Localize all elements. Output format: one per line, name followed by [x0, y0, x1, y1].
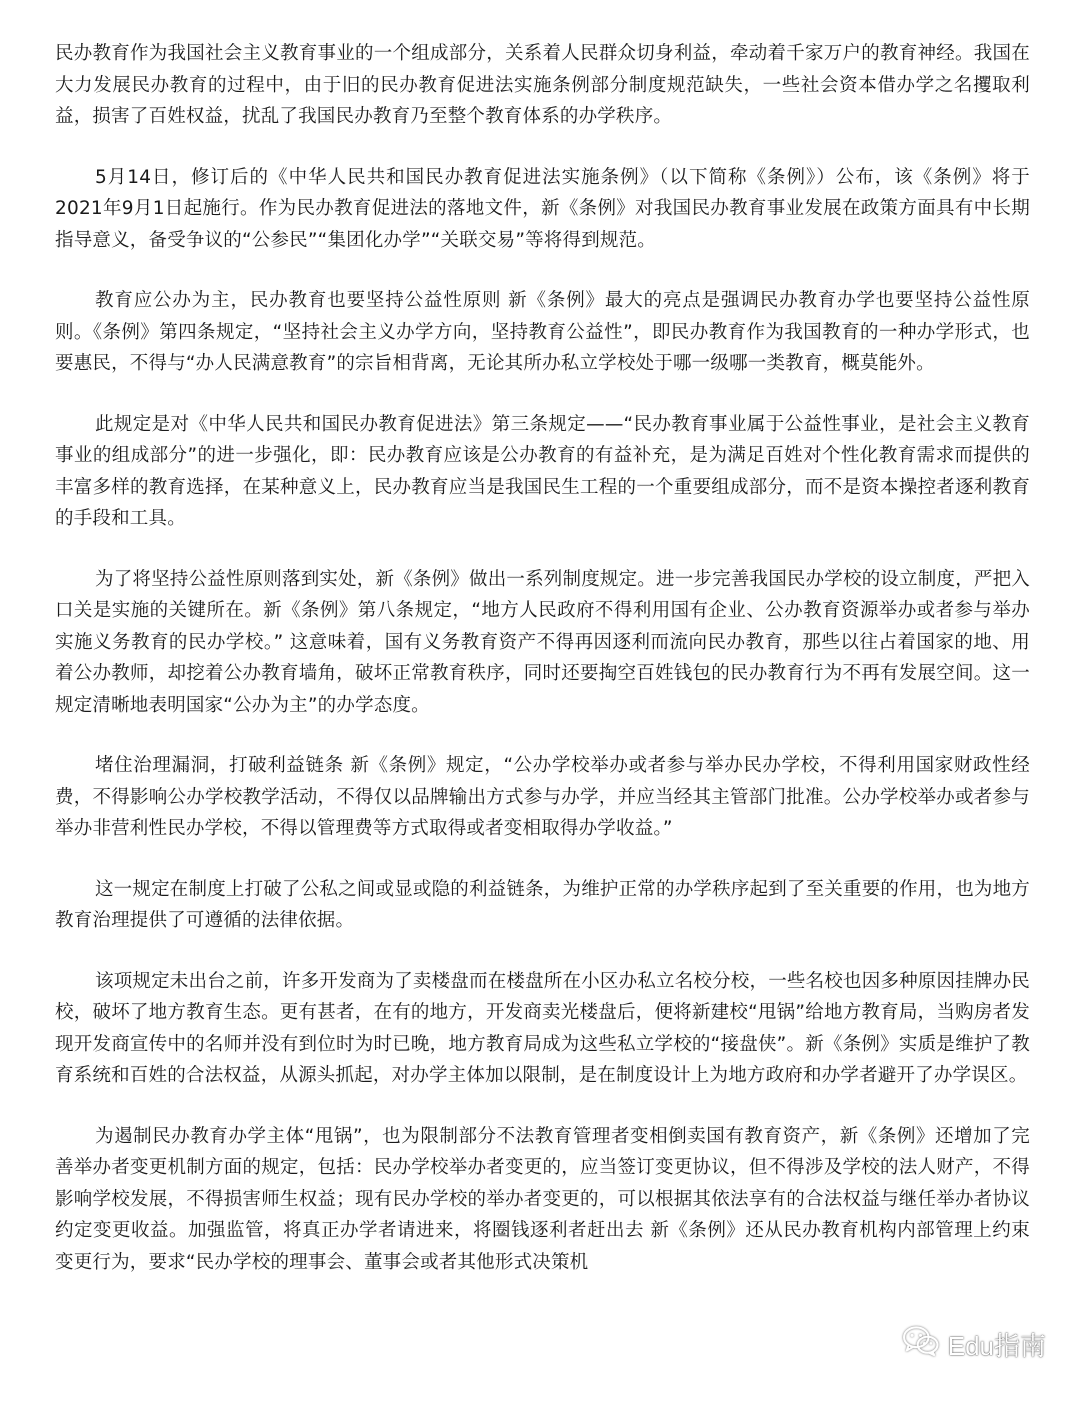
- paragraph-3: 教育应公办为主，民办教育也要坚持公益性原则 新《条例》最大的亮点是强调民办教育办学也要坚持公益性原则。《条例》第四条规定，“坚持社会主义办学方向，坚持教育公益性”，即民办教育作为我国教育的一种办学形式，也要惠民，不得与“办人民满意教育”的宗旨相背离，无论其所办私立学校处于哪一级哪一类教育，概莫能外。: [55, 290, 1030, 374]
- paragraph-1: 民办教育作为我国社会主义教育事业的一个组成部分，关系着人民群众切身利益，牵动着千家万户的教育神经。我国在大力发展民办教育的过程中，由于旧的民办教育促进法实施条例部分制度规范缺失，一些社会资本借办学之名攫取利益，损害了百姓权益，扰乱了我国民办教育乃至整个教育体系的办学秩序。: [55, 43, 1030, 127]
- paragraph-9: 为遏制民办教育办学主体“甩锅”，也为限制部分不法教育管理者变相倒卖国有教育资产，新《条例》还增加了完善举办者变更机制方面的规定，包括：民办学校举办者变更的，应当签订变更协议，但不得涉及学校的法人财产，不得影响学校发展，不得损害师生权益；现有民办学校的举办者变更的，可以根据其依法享有的合法权益与继任举办者协议约定变更收益。加强监管，将真正办学者请进来，将圈钱逐利者赶出去 新《条例》还从民办教育机构内部管理上约束变更行为，要求“民办学校的理事会、董事会或者其他形式决策机: [55, 1125, 1030, 1273]
- paragraph-7: 这一规定在制度上打破了公私之间或显或隐的利益链条，为维护正常的办学秩序起到了至关重要的作用，也为地方教育治理提供了可遵循的法律依据。: [55, 878, 1031, 931]
- paragraph-4: 此规定是对《中华人民共和国民办教育促进法》第三条规定——“民办教育事业属于公益性事业，是社会主义教育事业的组成部分”的进一步强化，即：民办教育应该是公办教育的有益补充，是为满足百姓对个性化教育需求而提供的丰富多样的教育选择，在某种意义上，民办教育应当是我国民生工程的一个重要组成部分，而不是资本操控者逐利教育的手段和工具。: [55, 413, 1030, 529]
- paragraph-6: 堵住治理漏洞，打破利益链条 新《条例》规定，“公办学校举办或者参与举办民办学校，不得利用国家财政性经费，不得影响公办学校教学活动，不得仅以品牌输出方式参与办学，并应当经其主管部门批准。公办学校举办或者参与举办非营利性民办学校，不得以管理费等方式取得或者变相取得办学收益。”: [55, 755, 1030, 839]
- watermark-text: Edu指南: [947, 1331, 1046, 1361]
- article-body: [55, 38, 1030, 1307]
- paragraph-2: 5月14日，修订后的《中华人民共和国民办教育促进法实施条例》（以下简称《条例》）公布，该《条例》将于2021年9月1日起施行。作为民办教育促进法的落地文件，新《条例》对我国民办教育事业发展在政策方面具有中长期指导意义，备受争议的“公参民”“集团化办学”“关联交易”等将得到规范。: [55, 166, 1030, 251]
- wechat-icon: [902, 1325, 940, 1364]
- wechat-watermark: [902, 1325, 1046, 1364]
- paragraph-8: 该项规定未出台之前，许多开发商为了卖楼盘而在楼盘所在小区办私立名校分校，一些名校也因多种原因挂牌办民校，破坏了地方教育生态。更有甚者，在有的地方，开发商卖光楼盘后，便将新建校“甩锅”给地方教育局，当购房者发现开发商宣传中的名师并没有到位时为时已晚，地方教育局成为这些私立学校的“接盘侠”。新《条例》实质是维护了教育系统和百姓的合法权益，从源头抓起，对办学主体加以限制，是在制度设计上为地方政府和办学者避开了办学误区。: [55, 970, 1031, 1086]
- paragraph-5: 为了将坚持公益性原则落到实处，新《条例》做出一系列制度规定。进一步完善我国民办学校的设立制度，严把入口关是实施的关键所在。新《条例》第八条规定，“地方人民政府不得利用国有企业、公办教育资源举办或者参与举办实施义务教育的民办学校。” 这意味着，国有义务教育资产不得再因逐利而流向民办教育，那些以往占着国家的地、用着公办教师，却挖着公办教育墙角，破坏正常教育秩序，同时还要掏空百姓钱包的民办教育行为不再有发展空间。这一规定清晰地表明国家“公办为主”的办学态度。: [55, 568, 1031, 716]
